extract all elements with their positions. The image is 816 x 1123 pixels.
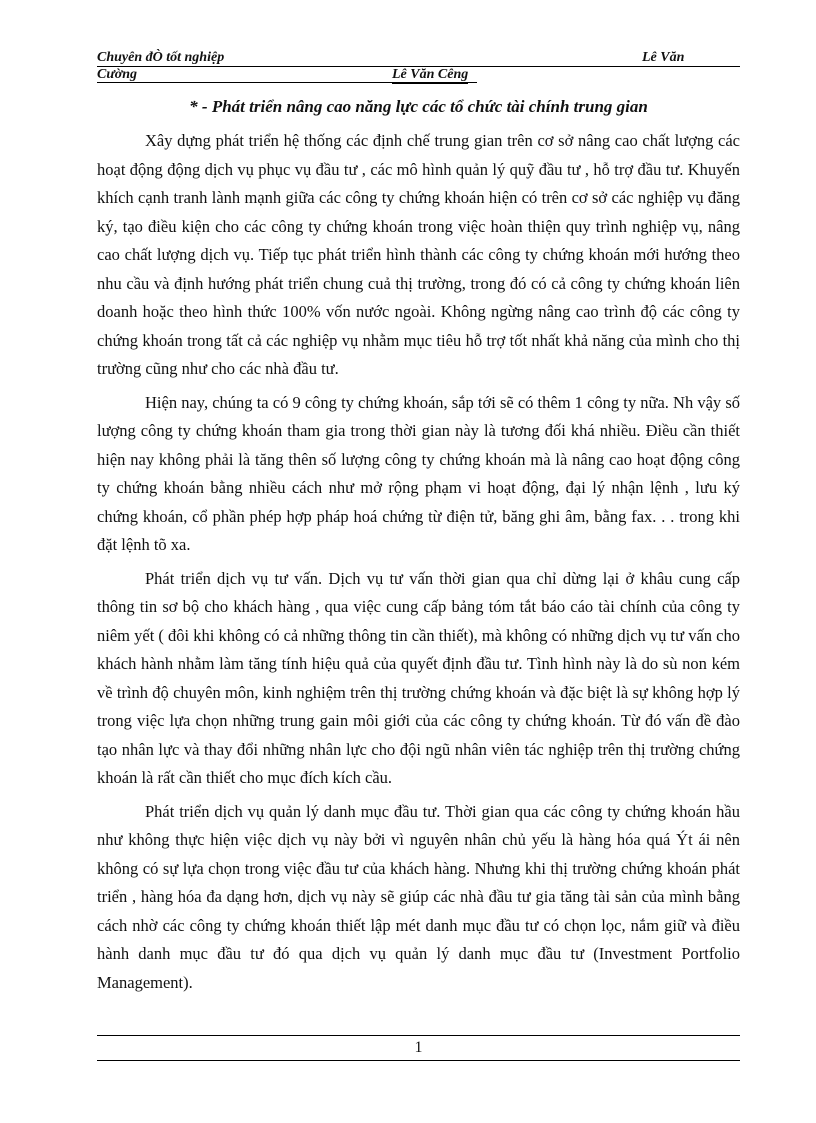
paragraph: Phát triển dịch vụ quản lý danh mục đầu tư. Thời gian qua các công ty chứng khoán hầu như không thực hiện việc dịch vụ này bởi vì nguyên nhân chủ yếu là hàng hóa quá Ýt ái nên không có sự lựa chọn trong việc đầu tư của khách hàng. Nhưng khi thị trường chứng khoán phát triển , hàng hóa đa dạng hơn, dịch vụ này sẽ giúp các nhà đầu tư gia tăng tài sản của mình bằng cách nhờ các công ty chứng khoán thiết lập mét danh mục đầu tư có chọn lọc, nắm giữ và điều hành danh mục đầu tư đó qua dịch vụ quản lý danh mục đầu tư (Investment Portfolio Management). [97,801,740,992]
footer-divider [97,1035,740,1036]
paragraph: Phát triển dịch vụ tư vấn. Dịch vụ tư vấn thời gian qua chỉ dừng lại ở khâu cung cấp thông tin sơ bộ cho khách hàng , qua việc cung cấp bảng tóm tắt báo cáo tài chính của công ty niêm yết ( đôi khi không có cả những thông tin cần thiết), mà không có những dịch vụ tư vấn cho khách hành nhằm làm tăng tính hiệu quả của quyết định đầu tư. Tình hình này là do sù non kém về trình độ chuyên môn, kinh nghiệm trên thị trường chứng khoán và đặc biệt là sự không hợp lý trong việc lựa chọn những trung gain môi giới của các công ty chứng khoán. Từ đó vấn đề đào tạo nhân lực và thay đổi những nhân lực cho đội ngũ nhân viên tác nghiệp trên thị trường chứng khoán là rất cần thiết cho mục đích kích cầu. [97,568,740,787]
footer-divider-bottom [97,1060,740,1061]
paragraph: Hiện nay, chúng ta có 9 công ty chứng khoán, sắp tới sẽ có thêm 1 công ty nữa. Nh vậy số lượng công ty chứng khoán tham gia trong thời gian này là tương đối khá nhiều. Điều cần thiết hiện nay không phải là tăng thên số lượng công ty chứng khoán mà là nâng cao hoạt động công ty chứng khoán bằng nhiều cách như mở rộng phạm vi hoạt động, đại lý nhận lệnh , lưu ký chứng khoán, cổ phần phép hợp pháp hoá chứng từ điện tử, băng ghi âm, bằng fax. . . trong khi đặt lệnh tõ xa. [97,392,740,554]
section-title: * - Phát triển nâng cao năng lực các tổ chức tài chính trung gian [189,97,648,116]
header-thesis-label: Chuyên đÒ tốt nghiệp [97,50,225,65]
body-text [97,127,740,1002]
running-header-line-1 [97,49,740,67]
paragraph: Xây dựng phát triển hệ thống các định chế trung gian trên cơ sở nâng cao chất lượng các hoạt động động dịch vụ phục vụ đầu tư , các mô hình quản lý quỹ đầu tư , hỗ trợ đầu tư. Khuyến khích cạnh tranh lành mạnh giữa các công ty chứng khoán hiện có trên cơ sở các nghiệp vụ đăng ký, tạo điều kiện cho các công ty chứng khoán trong việc hoàn thiện quy trình nghiệp vụ, nâng cao chất lượng dịch vụ. Tiếp tục phát triển hình thành các công ty chứng khoán mới hướng theo nhu cầu và định hướng phát triển chung cuả thị trường, trong đó có cả công ty chứng khoán liên doanh hoặc theo hình thức 100% vốn nước ngoài. Không ngừng nâng cao trình độ các công ty chứng khoán trong tất cả các nghiệp vụ nhằm mục tiêu hỗ trợ tốt nhất khả năng của mình cho thị trường cũng như cho các nhà đầu tư. [97,131,740,378]
header-author-first: Lê Văn [642,50,685,65]
page-number: 1 [414,1039,423,1056]
running-header-line-2 [97,66,740,83]
header-author-last: Cường [97,67,138,82]
header-author-name-garbled: Lê Văn Cêng [392,67,469,82]
